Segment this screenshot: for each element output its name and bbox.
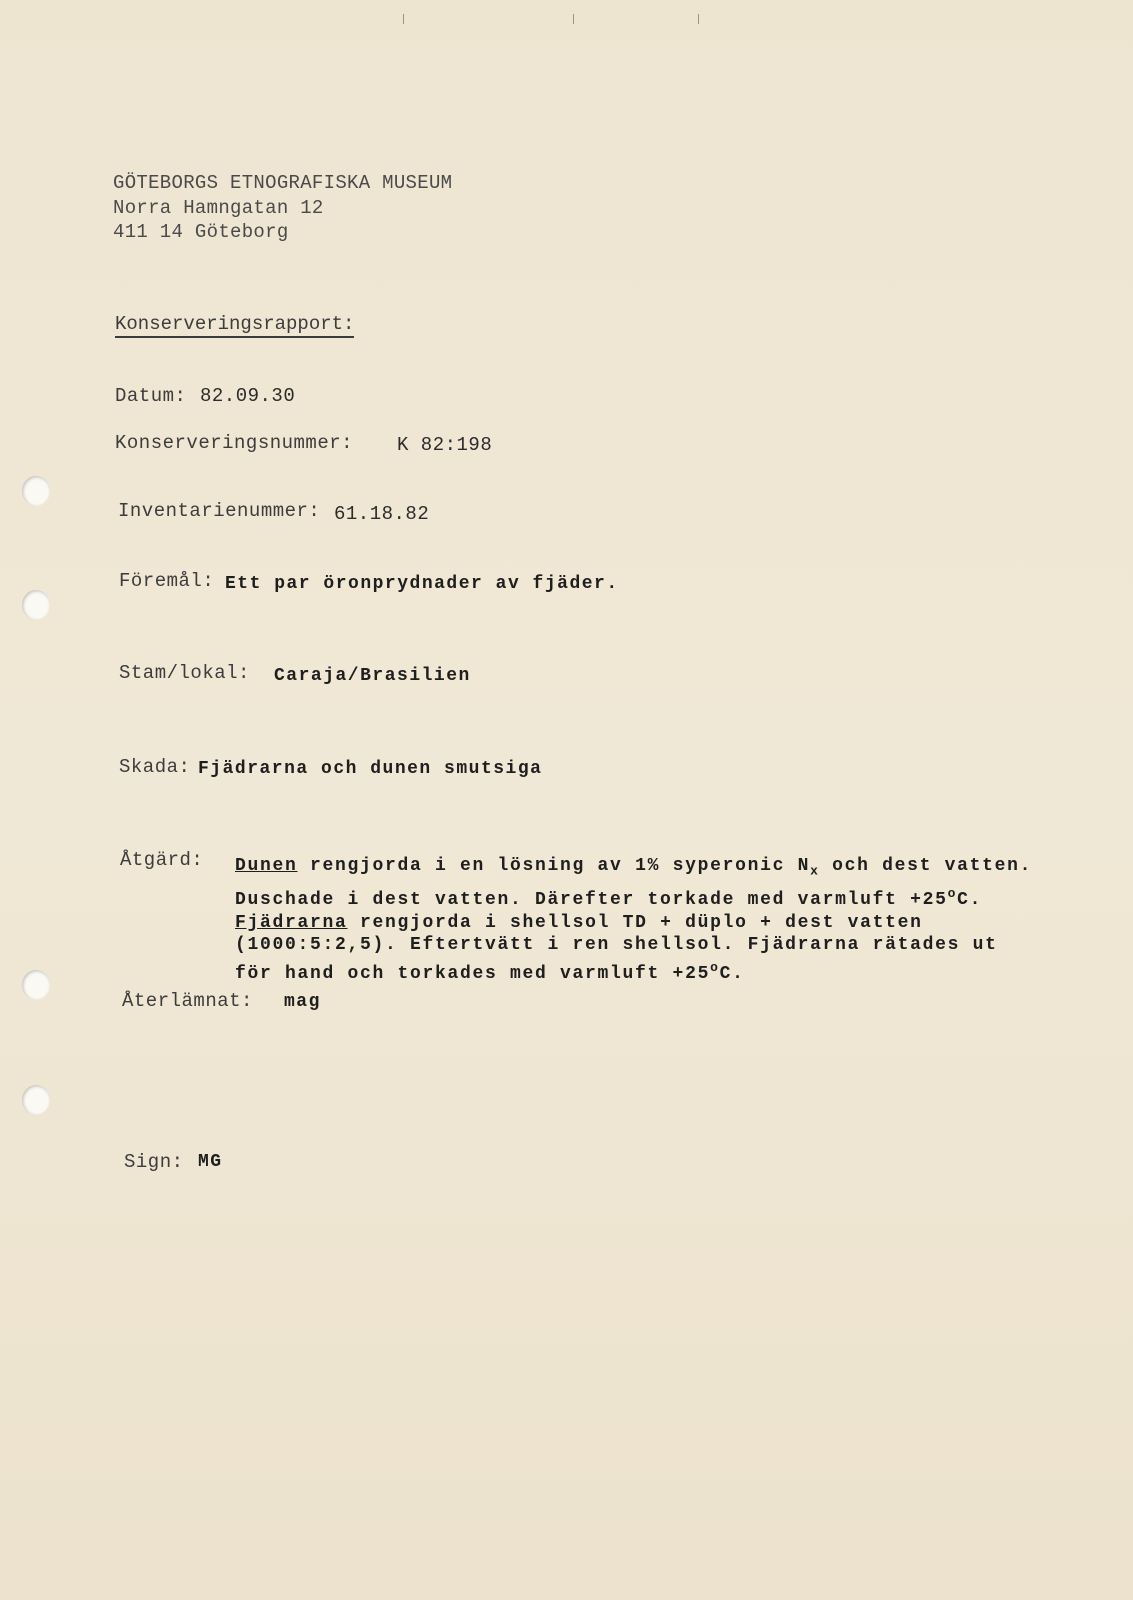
atgard-line5: för hand och torkades med varmluft +25 [235, 963, 711, 984]
stam-lokal-label: Stam/lokal: [119, 662, 250, 684]
stam-lokal-value: Caraja/Brasilien [274, 666, 471, 686]
paper-mark [573, 14, 574, 24]
aterlamnat-value: mag [284, 992, 321, 1012]
datum-label: Datum: [115, 385, 187, 407]
sign-value: MG [198, 1152, 223, 1172]
inventarienummer-label: Inventarienummer: [118, 500, 321, 522]
atgard-degree: o [947, 886, 958, 902]
atgard-text [235, 855, 1032, 985]
datum-value: 82.09.30 [200, 385, 296, 407]
atgard-line2: Duschade i dest vatten. Därefter torkade med varmluft +25 [235, 890, 948, 911]
atgard-fjadrarna: Fjädrarna [235, 912, 348, 933]
atgard-dunen: Dunen [235, 856, 298, 876]
punch-hole [22, 970, 50, 1000]
atgard-line4: (1000:5:2,5). Eftertvätt i ren shellsol. Fjädrarna rätades ut [235, 935, 998, 956]
atgard-degree: o [710, 959, 720, 975]
atgard-line1: rengjorda i en lösning av 1% syperonic N [297, 856, 811, 876]
atgard-line3: rengjorda i shellsol TD + düplo + dest vatten [347, 912, 923, 933]
punch-hole [22, 590, 50, 620]
atgard-line1-end: och dest vatten. [819, 856, 1033, 876]
museum-city: 411 14 Göteborg [113, 221, 289, 243]
foremal-value: Ett par öronprydnader av fjäder. [225, 574, 619, 594]
atgard-line5-end: C. [719, 963, 745, 984]
museum-street: Norra Hamngatan 12 [113, 197, 324, 219]
aterlamnat-label: Återlämnat: [122, 990, 253, 1012]
inventarienummer-value: 61.18.82 [334, 503, 430, 525]
foremal-label: Föremål: [119, 570, 215, 592]
atgard-label: Åtgärd: [120, 849, 204, 871]
museum-name: GÖTEBORGS ETNOGRAFISKA MUSEUM [113, 172, 453, 194]
report-title [115, 313, 354, 335]
skada-value: Fjädrarna och dunen smutsiga [198, 759, 543, 779]
punch-hole [22, 476, 50, 506]
report-title-text: Konserveringsrapport: [115, 313, 354, 338]
konserveringsnummer-value: K 82:198 [397, 434, 493, 456]
sign-label: Sign: [124, 1151, 184, 1173]
skada-label: Skada: [119, 756, 191, 778]
punch-hole [22, 1085, 50, 1115]
atgard-subscript: x [810, 863, 820, 879]
paper-mark [403, 14, 404, 24]
atgard-line2-end: C. [957, 890, 983, 911]
paper-mark [698, 14, 699, 24]
konserveringsnummer-label: Konserveringsnummer: [115, 432, 354, 454]
